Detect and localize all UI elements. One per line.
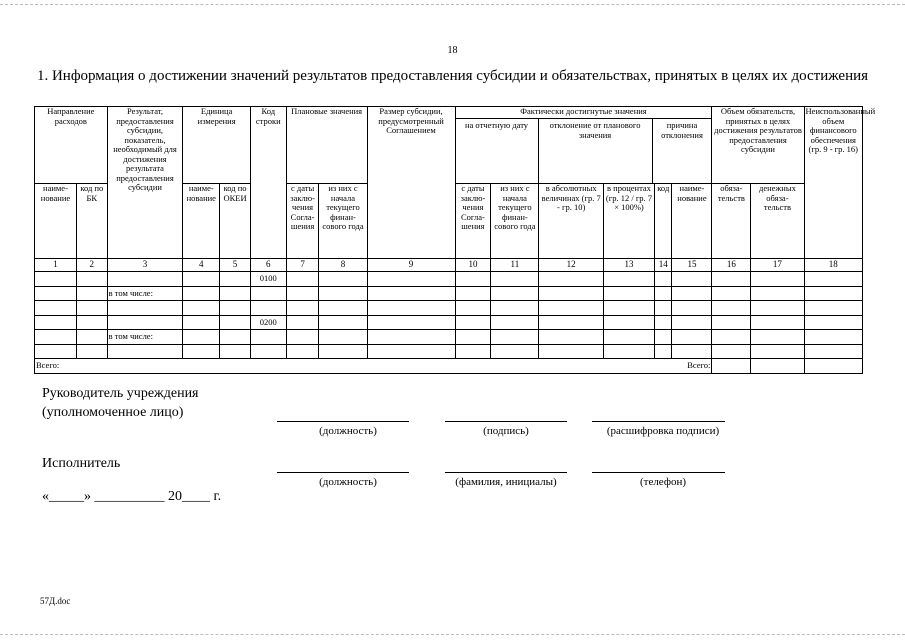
header-obligations: Объем обязательств, принятых в целях достижения результатов предоставления субсидии [712, 107, 804, 184]
header-at-date: на отчетную дату [456, 119, 539, 183]
sub-unit-name: наиме- нование [183, 184, 220, 259]
name-line [445, 472, 567, 473]
sub-code-bk: код по БК [76, 184, 107, 259]
col-number: 10 [455, 259, 491, 272]
phone-line [592, 472, 725, 473]
col-number: 6 [250, 259, 286, 272]
col-number: 17 [751, 259, 804, 272]
col-number: 18 [804, 259, 862, 272]
header-result: Результат, предоставления субсидии, показатель, необходимый для достижения результата предоставления субсидии [107, 107, 183, 259]
header-unit: Единица измерения [183, 107, 251, 184]
including-label: в том числе: [107, 286, 183, 301]
total-row-cell [35, 359, 712, 374]
col-number: 4 [183, 259, 220, 272]
header-deviation: отклонение от планового значения [539, 119, 653, 183]
scan-edge-bottom [0, 634, 905, 635]
table-row [35, 344, 863, 359]
header-reason: причина отклонения [661, 120, 703, 140]
position-line [277, 421, 409, 422]
total-label-left: Всего: [36, 360, 60, 370]
header-subsidy-size: Размер субсидии, предусмотренный Соглашением [367, 107, 455, 259]
sub-reason-code: код [655, 184, 672, 259]
header-actual-title: Фактически достигнутые значения [456, 107, 712, 119]
row-code: 0200 [250, 315, 286, 330]
sub-act-from-agreement: с даты заклю- чения Согла- шения [455, 184, 491, 259]
sub-abs: в абсолютных величинах (гр. 7 - гр. 10) [539, 184, 603, 259]
header-direction: Направление расходов [35, 107, 108, 184]
header-actual [455, 107, 712, 184]
col-number: 7 [286, 259, 319, 272]
col-number: 1 [35, 259, 77, 272]
results-table [34, 106, 876, 374]
sub-reason-name: наиме- нование [672, 184, 712, 259]
executor-label: Исполнитель [42, 456, 121, 471]
col-number: 13 [603, 259, 654, 272]
caption-signature: (подпись) [483, 425, 529, 437]
col-number: 15 [672, 259, 712, 272]
total-row [35, 359, 863, 374]
sub-money-oblig: денежных обяза- тельств [751, 184, 804, 259]
col-number: 3 [107, 259, 183, 272]
scan-edge-top [0, 4, 905, 5]
table-row [35, 315, 863, 330]
col-number: 12 [539, 259, 603, 272]
header-unused: Неиспользованный объем финансового обеспечения (гр. 9 - гр. 16) [804, 107, 862, 259]
head-label-line1: Руководитель учреждения [42, 386, 199, 401]
head-label-line2: (уполномоченное лицо) [42, 405, 184, 420]
sub-plan-from-year: из них с начала текущего финан- сового года [319, 184, 367, 259]
sub-pct: в процентах (гр. 12 / гр. 7 × 100%) [603, 184, 654, 259]
caption-name: (фамилия, инициалы) [455, 476, 557, 488]
col-number: 16 [712, 259, 751, 272]
table-row [35, 272, 863, 287]
row-code: 0100 [250, 272, 286, 287]
date-line: «_____» __________ 20____ г. [42, 489, 222, 504]
including-label: в том числе: [107, 330, 183, 345]
caption-position: (должность) [319, 425, 377, 437]
position-line-2 [277, 472, 409, 473]
decode-line [592, 421, 725, 422]
signature-line [445, 421, 567, 422]
column-number-row [35, 259, 863, 272]
sub-plan-from-agreement: с даты заклю- чения Согла- шения [286, 184, 319, 259]
sub-act-from-year: из них с начала текущего финан- сового года [491, 184, 539, 259]
table-row [35, 286, 863, 301]
caption-decode: (расшифровка подписи) [606, 425, 720, 437]
total-label-right: Всего: [687, 360, 711, 370]
table-row [35, 330, 863, 345]
table-row [35, 301, 863, 316]
sub-okei: код по ОКЕИ [220, 184, 251, 259]
col-number: 2 [76, 259, 107, 272]
caption-position-2: (должность) [319, 476, 377, 488]
header-planned: Плановые значения [286, 107, 367, 184]
section-title: 1. Информация о достижении значений результатов предоставления субсидии и обязательствах, принятых в целях их достижения [36, 68, 869, 84]
page-number: 18 [447, 45, 458, 56]
sub-name: наиме- нование [35, 184, 77, 259]
caption-phone: (телефон) [639, 476, 687, 488]
col-number: 14 [655, 259, 672, 272]
col-number: 5 [220, 259, 251, 272]
col-number: 9 [367, 259, 455, 272]
document-filename: 57Д.doc [40, 596, 71, 606]
col-number: 8 [319, 259, 367, 272]
header-code-row: Код строки [250, 107, 286, 259]
col-number: 11 [491, 259, 539, 272]
sub-oblig: обяза- тельств [712, 184, 751, 259]
